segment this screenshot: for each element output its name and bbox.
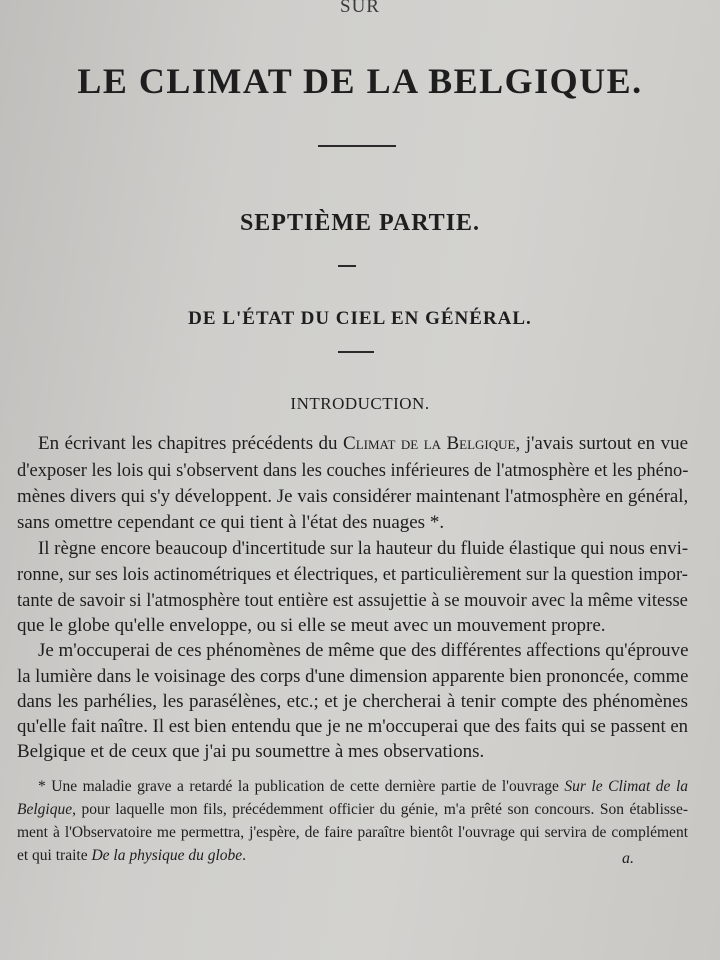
text-run: , j'avais surtout en vue <box>515 433 688 454</box>
text-line: que le globe qu'elle enveloppe, ou si elle se meut avec un mouvement propre. <box>17 615 606 636</box>
text-line: ronne, sur ses lois actinométriques et électriques, et particulièrement sur la question impor- <box>17 564 688 585</box>
footnote-line: ment à l'Observatoire me permettra, j'espère, de faire paraître bientôt l'ouvrage qui servira de complément <box>17 824 688 841</box>
italic-run: De la physique du globe <box>91 847 243 864</box>
italic-run: Belgique <box>17 801 73 818</box>
footnote-line <box>38 778 688 796</box>
part-heading: SEPTIÈME PARTIE. <box>239 210 481 236</box>
running-head: SUR <box>340 0 380 17</box>
book-title-smallcaps: Climat de la Belgique <box>343 433 516 454</box>
footnote-line <box>17 847 688 865</box>
ornament-divider <box>338 351 374 353</box>
page-title: LE CLIMAT DE LA BELGIQUE. <box>77 61 643 101</box>
intro-heading: INTRODUCTION. <box>290 394 430 413</box>
text-run: et qui traite <box>17 847 92 864</box>
text-line: sans omettre cependant ce qui tient à l'état des nuages *. <box>17 512 445 533</box>
footnote-line <box>17 801 688 819</box>
text-line: la lumière dans le voisinage des corps d'une dimension apparente bien prononcée, comme <box>17 666 689 687</box>
text-line: tante de savoir si l'atmosphère tout entière est assujettie à se mouvoir avec la même vitesse <box>17 590 688 611</box>
text-line: d'exposer les lois qui s'observent dans les couches inférieures de l'atmosphère et les phéno- <box>17 460 689 481</box>
text-line <box>38 433 688 455</box>
italic-run: Sur le Climat de la <box>564 778 688 795</box>
text-line: qu'elle fait naître. Il est bien entendu que je ne m'occuperai que des faits qui se passent en <box>17 716 689 737</box>
text-line: Belgique et de ceux que j'ai pu soumettre à mes observations. <box>17 741 485 762</box>
signature-mark: a. <box>622 850 634 867</box>
text-line: mènes divers qui s'y développent. Je vais considérer maintenant l'atmosphère en général, <box>17 486 689 507</box>
text-line: Il règne encore beaucoup d'incertitude sur la hauteur du fluide élastique qui nous envi- <box>38 538 689 559</box>
dash-divider <box>338 265 356 267</box>
text-run: * Une maladie grave a retardé la publication de cette dernière partie de l'ouvrage <box>38 778 565 795</box>
text-run: . <box>242 847 247 864</box>
text-line: dans les parhélies, les parasélènes, etc.; et je chercherai à tenir compte des phénomènes <box>17 691 688 712</box>
text-line: Je m'occuperai de ces phénomènes de même que des différentes affections qu'éprouve <box>38 640 689 661</box>
section-heading: DE L'ÉTAT DU CIEL EN GÉNÉRAL. <box>188 308 532 329</box>
text-run: , pour laquelle mon fils, précédemment officier du génie, m'a prêté son concours. Son établisse- <box>72 801 688 818</box>
text-run: En écrivant les chapitres précédents du <box>38 433 344 454</box>
ornament-divider <box>318 145 396 147</box>
